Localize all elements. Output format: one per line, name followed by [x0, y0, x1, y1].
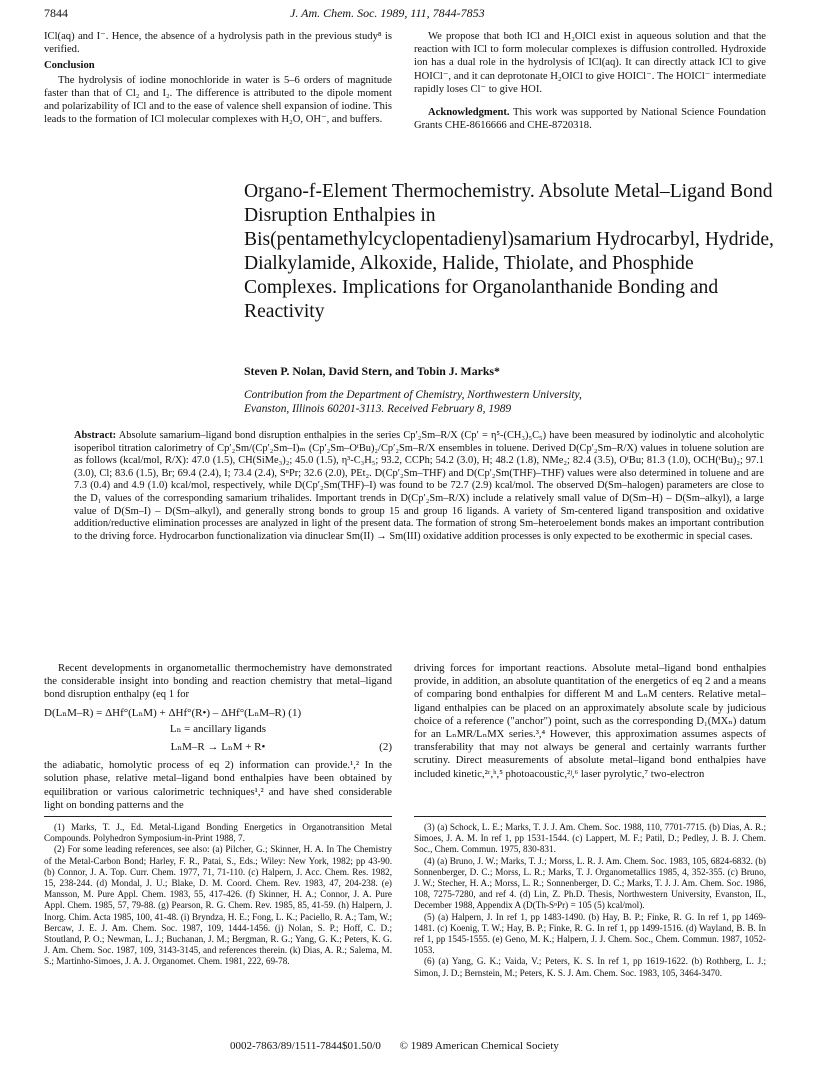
footnote: (3) (a) Schock, L. E.; Marks, T. J. J. Am. Chem. Soc. 1988, 110, 7701-7715. (b) Dias, A. R.; Simoes, J. A. M. In ref 1, pp 1531-1544. (c) Lappert, M. F.; Patil, D.; Pedley, J. B. J. Chem. Soc., Chem. Commun. 1975, 830-831. — [414, 822, 766, 855]
acknowledgment-text: This work was supported by National Science Foundation Grants CHE-8616666 and CHE-8720318. — [414, 107, 766, 132]
footnote: (5) (a) Halpern, J. In ref 1, pp 1483-1490. (b) Hay, B. P.; Finke, R. G. In ref 1, pp 1469-1481. (c) Koenig, T. W.; Hay, B. P.; Finke, R. G. In ref 1, pp 1499-1516. (d) Wayland, B. B. In ref 1, pp 1545-1555. (e) Geno, M. K.; Halpern, J. J. Chem. Soc., Chem. Commun. 1987, 1052-1053. — [414, 911, 766, 956]
footnote: (2) For some leading references, see also: (a) Pilcher, G.; Skinner, H. A. In The Chemistry of the Metal-Carbon Bond; Harley, F. R., Patai, S., Eds.; Wiley: New York, 1982; pp 43-90. (b) Connor, J. A. Top. Curr. Chem. 1977, 71, 71-110. (c) Halpern, J. Acc. Chem. Res. 1982, 15, 238-244. (d) Mondal, J. U.; Blake, D. M. Coord. Chem. Rev. 1983, 47, 204-238. (e) Mansson, M. Pure Appl. Chem. 1983, 55, 417-426. (f) Skinner, H. A.; Connor, J. A. Pure Appl. Chem. 1985, 57, 79-88. (g) Pearson, R. G. Chem. Rev. 1985, 85, 41-59. (h) Halpern, J. Inorg. Chim. Acta 1985, 100, 41-48. (i) Bryndza, H. E.; Fong, L. K.; Paciello, R. A.; Tam, W.; Bercaw, J. E. J. Am. Chem. Soc. 1987, 109, 1444-1456. (j) Nolan, S. P.; Hoff, C. D.; Stoutland, P. O.; Newman, L. J.; Buchanan, J. M.; Bergman, R. G.; Yang, G. K.; Peters, K. G. J. Am. Chem. Soc. 1987, 109, 3143-3145, and references therein. (k) Dias, A. R.; Salema, M. S.; Martinho-Simoes, J. A. J. Organomet. Chem. 1981, 222, 69-78. — [44, 844, 392, 967]
prev-article-paragraph: We propose that both ICl and H₂OICl exist in aqueous solution and that the reaction with ICl to form molecular complexes is diffusion controlled. Hydroxide ion has a dual role in the hydrolysis of ICl(aq). It can directly attack ICl to give HOICl⁻, and it can deprotonate H₂OICl to give HOICl⁻. The HOICl⁻ intermediate rapidly loses Cl⁻ to give HOI. — [414, 31, 766, 95]
page-number: 7844 — [44, 6, 68, 20]
prev-article-paragraph: ICl(aq) and I⁻. Hence, the absence of a hydrolysis path in the previous study⁸ is verified. — [44, 31, 392, 56]
affiliation-line: Contribution from the Department of Chemistry, Northwestern University, — [244, 389, 582, 401]
acknowledgment-paragraph — [414, 106, 766, 132]
footer-copyright: © 1989 American Chemical Society — [399, 1040, 559, 1052]
body-paragraph: driving forces for important reactions. Absolute metal–ligand bond enthalpies provide, in addition, an absolute quantitation of the energetics of eq 2 and a means of comparing bond enthalpies for different M and LₙM centers. Relative metal–ligand enthalpies can be placed on an approximately absolute scale by judicious choice of a reference ("anchor") point, such as the corresponding D₁(MXₙ) datum for an LₙMR/LₙMX series.³,⁴ However, this approximation assumes aspects of transferability that may not always be general and certainly warrants further scrutiny. Direct measurements of absolute metal–ligand bond enthalpies have included kinetic,²ᶜ,ʰ,⁵ photoacoustic,²ʲ,⁶ laser pyrolytic,⁷ two-electron — [414, 663, 766, 780]
abstract — [74, 430, 764, 543]
abstract-label: Abstract: — [74, 430, 117, 441]
article-affiliation — [244, 388, 764, 416]
prev-article-left-column — [44, 30, 392, 126]
conclusion-paragraph: The hydrolysis of iodine monochloride in water is 5–6 orders of magnitude faster than that of Cl₂ and I₂. The difference is attributed to the dipole moment and polarizability of ICl and to the ease of valence shell expansion of iodine. This leads to the formation of ICl molecular complexes with H₂O, OH⁻, and buffers. — [44, 74, 392, 126]
body-right-column — [414, 662, 766, 781]
equation-1-note: Lₙ = ancillary ligands — [169, 722, 267, 735]
body-paragraph: Recent developments in organometallic thermochemistry have demonstrated the considerable insight into bonding and reaction chemistry that metal–ligand bond disruption enthalpy (eq 1 for — [44, 663, 392, 701]
footnote: (1) Marks, T. J., Ed. Metal-Ligand Bonding Energetics in Organotransition Metal Compounds. Polyhedron Symposium-in-Print 1988, 7. — [44, 822, 392, 844]
footnotes-right — [414, 822, 766, 979]
body-paragraph: the adiabatic, homolytic process of eq 2) information can provide.¹,² In the solution phase, relative metal–ligand bond enthalpies have been obtained by equilibration or various calorimetric techniques¹,² and have shed considerable light on bonding patterns and the — [44, 760, 392, 811]
equation-2-body: LₙM–R → LₙM + R• — [170, 741, 266, 754]
article-authors: Steven P. Nolan, David Stern, and Tobin J. Marks* — [244, 364, 500, 378]
acknowledgment-label: Acknowledgment. — [428, 107, 510, 119]
equation-2 — [44, 741, 392, 754]
footnotes-left — [44, 822, 392, 968]
footnote-rule — [44, 816, 392, 817]
equation-2-number: (2) — [379, 741, 392, 754]
footnote: (6) (a) Yang, G. K.; Vaida, V.; Peters, K. S. In ref 1, pp 1619-1622. (b) Rothberg, L. J.; Simon, J. D.; Bernstein, M.; Peters, K. S. J. Am. Chem. Soc. 1983, 105, 3464-3470. — [414, 956, 766, 978]
footnote: (4) (a) Bruno, J. W.; Marks, T. J.; Morss, L. R. J. Am. Chem. Soc. 1983, 105, 6824-6832. (b) Sonnenberger, D. C.; Morss, L. R.; Marks, T. J. Organometallics 1985, 4, 352-355. (c) Bruno, J. W.; Stecher, H. A.; Morss, L. R.; Sonnenberger, D. C.; Marks, T. J. J. Am. Chem. Soc. 1986, 108, 7275-7280, and ref 4. (d) Lin, Z. Ph.D. Thesis, Northwestern University, Evanston, IL, December 1988, Appendix A (D(Th-SⁿPr) = 105 (5) kcal/mol). — [414, 855, 766, 911]
body-left-column — [44, 662, 392, 812]
prev-article-right-column — [414, 30, 766, 132]
affiliation-line: Evanston, Illinois 60201-3113. Received February 8, 1989 — [244, 403, 512, 415]
equation-1: D(LₙM–R) = ΔHf°(LₙM) + ΔHf°(R•) – ΔHf°(LₙM–R) (1) — [44, 706, 302, 719]
article-title: Organo-f-Element Thermochemistry. Absolute Metal–Ligand Bond Disruption Enthalpies in Bis(pentamethylcyclopentadienyl)samarium Hydrocarbyl, Hydride, Dialkylamide, Alkoxide, Halide, Thiolate, and Phosphide Complexes. Implications for Organolanthanide Bonding and Reactivity — [244, 181, 774, 322]
conclusion-heading: Conclusion — [44, 60, 95, 72]
footer-code: 0002-7863/89/1511-7844$01.50/0 — [230, 1040, 381, 1052]
journal-header: J. Am. Chem. Soc. 1989, 111, 7844-7853 — [290, 6, 485, 20]
abstract-text: Absolute samarium–ligand bond disruption enthalpies in the series Cp′₂Sm–R/X (Cp′ = η⁵-(CH₃)₅C₅) have been measured by iodinolytic and alcoholytic isoperibol titration calorimetry of Cp′₂Sm/(Cp′₂Sm–I)ₘ (Cp′₂Sm–OᵗBu)₂/Cp′₂Sm–R/X ensembles in toluene. Derived D(Cp′₂Sm–R/X) values in toluene solution are as follows (kcal/mol, R/X): 47.0 (1.5), CH(SiMe₃)₂; 45.0 (1.5), η³-C₃H₅; 93.2, CCPh; 54.2 (3.0), H; 48.2 (1.8), NMe₂; 82.4 (3.5), OᵗBu; 81.3 (1.0), OCH(ᵗBu)₂; 97.1 (3.0), Cl; 83.6 (1.5), Br; 69.4 (2.4), I; 73.4 (2.4), SⁿPr; 32.6 (2.0), PEt₂. D(Cp′₂Sm–THF) and D(Cp′₂Sm(THF)–THF) values were also determined in toluene and are 7.3 (0.4) and 4.9 (1.0) kcal/mol, respectively, while D(Cp′₂Sm(THF)–I) was found to be 72.7 (2.9) kcal/mol. The observed D(Sm–halogen) parameters are close to the D₁ values of the corresponding samarium trihalides. Important trends in D(Cp′₂Sm–R/X) include a relatively small value of D(Sm–H) – D(Sm–alkyl), a large value of D(Sm–I) – D(Sm–alkyl), and generally strong bonds to group 15 and group 16 ligands. A variety of Sm-centered ligand transposition and oxidative addition/reductive elimination processes are analyzed in light of the present data. The formation of strong Sm–heteroelement bonds makes an important contribution to the driving force. Hydrocarbon functionalization via dinuclear Sm(II) → Sm(III) oxidative addition processes is only expected to be exothermic in special cases. — [74, 430, 764, 542]
footnote-rule — [414, 816, 766, 817]
page-footer — [230, 1040, 559, 1052]
